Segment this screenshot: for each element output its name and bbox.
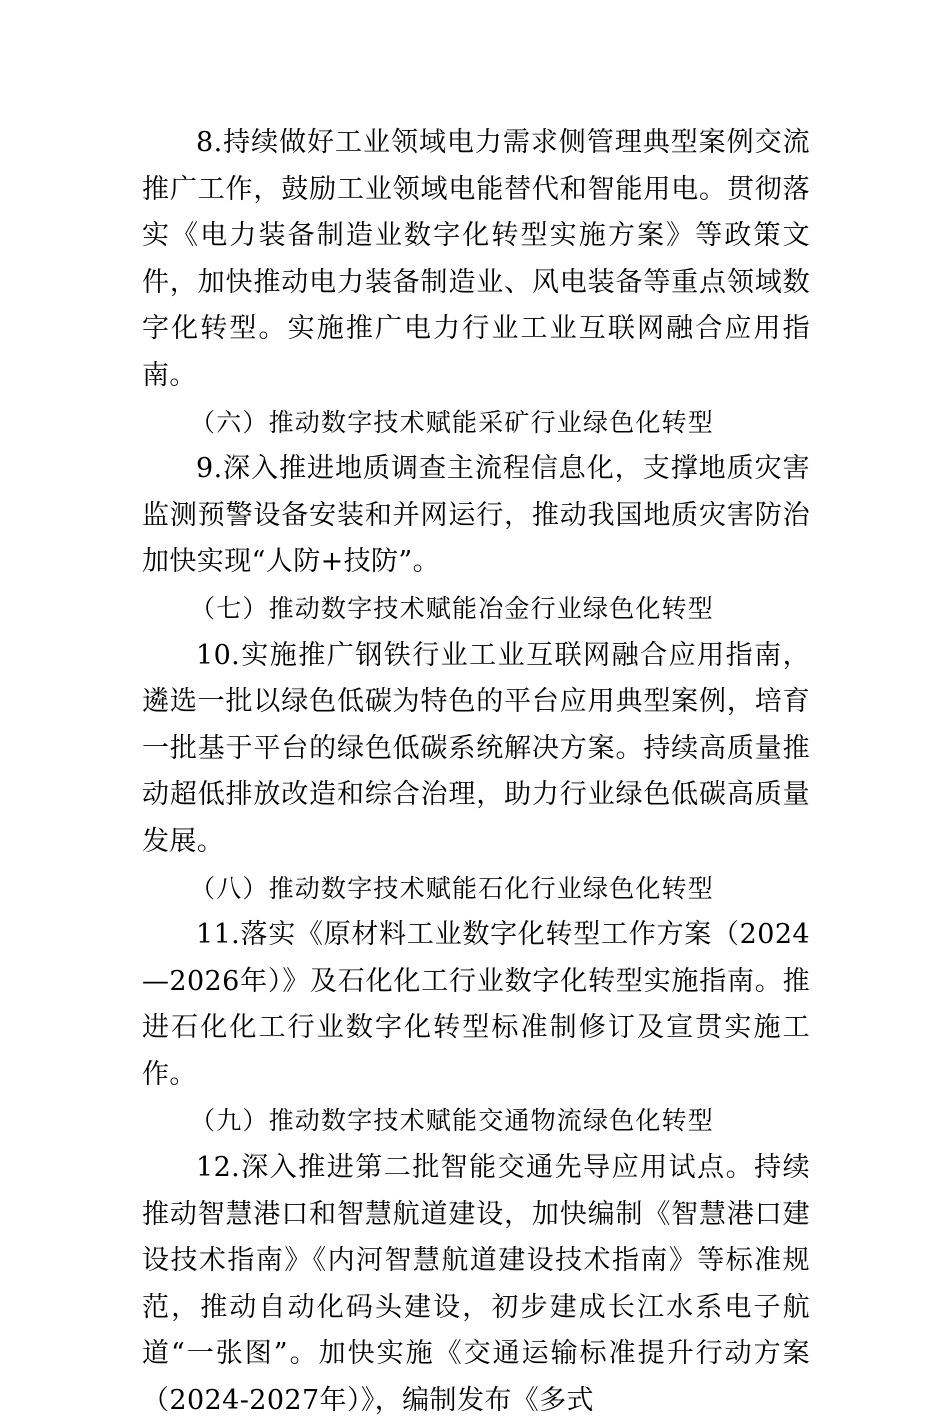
paragraph-item-11: 11.落实《原材料工业数字化转型工作方案（2024—2026年）》及石化化工行业数字化转型实施指南。推进石化化工行业数字化转型标准制修订及宣贯实施工作。 <box>142 919 810 1090</box>
document-page <box>142 120 810 1425</box>
paragraph-item-8: 8.持续做好工业领域电力需求侧管理典型案例交流推广工作，鼓励工业领域电能替代和智能用电。贯彻落实《电力装备制造业数字化转型实施方案》等政策文件，加快推动电力装备制造业、风电装备等重点领域数字化转型。实施推广电力行业工业互联网融合应用指南。 <box>142 127 810 391</box>
section-heading-9: （九）推动数字技术赋能交通物流绿色化转型 <box>190 1106 715 1136</box>
section-heading-6: （六）推动数字技术赋能采矿行业绿色化转型 <box>190 407 715 437</box>
section-heading-7: （七）推动数字技术赋能冶金行业绿色化转型 <box>190 593 715 623</box>
paragraph-item-9: 9.深入推进地质调查主流程信息化，支撑地质灾害监测预警设备安装和并网运行，推动我国地质灾害防治加快实现“人防+技防”。 <box>142 453 810 578</box>
paragraph-item-12: 12.深入推进第二批智能交通先导应用试点。持续推动智慧港口和智慧航道建设，加快编制《智慧港口建设技术指南》《内河智慧航道建设技术指南》等标准规范，推动自动化码头建设，初步建成长江水系电子航道“一张图”。加快实施《交通运输标准提升行动方案（2024-2027年）》，编制发布《多式 <box>142 1152 810 1417</box>
paragraph-item-10: 10.实施推广钢铁行业工业互联网融合应用指南，遴选一批以绿色低碳为特色的平台应用典型案例，培育一批基于平台的绿色低碳系统解决方案。持续高质量推动超低排放改造和综合治理，助力行业绿色低碳高质量发展。 <box>142 639 810 857</box>
section-heading-8: （八）推动数字技术赋能石化行业绿色化转型 <box>190 873 715 903</box>
